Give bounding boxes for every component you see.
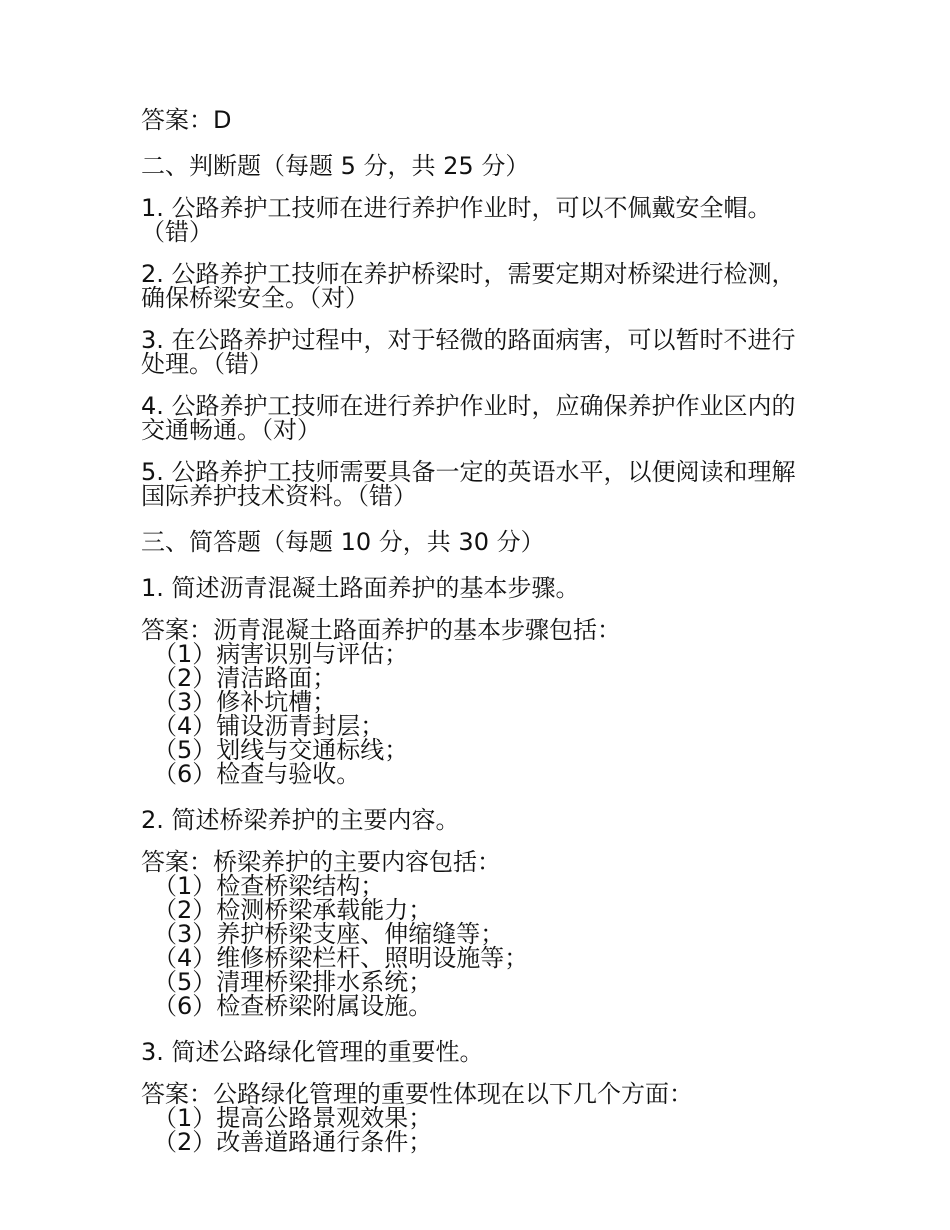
answer-point: （5）清理桥梁排水系统； — [153, 968, 433, 996]
answer-point: （2）清洁路面； — [153, 664, 337, 692]
answer-point: （1）提高公路景观效果； — [153, 1104, 433, 1132]
previous-answer: 答案：D — [141, 106, 232, 134]
answer-point: （5）划线与交通标线； — [153, 736, 409, 764]
answer-lead: 答案：公路绿化管理的重要性体现在以下几个方面： — [141, 1080, 693, 1108]
answer-point: （1）检查桥梁结构； — [153, 872, 385, 900]
answer-lead: 答案：桥梁养护的主要内容包括： — [141, 848, 501, 876]
answer-point: （3）修补坑槽； — [153, 688, 337, 716]
short-answer-answer — [141, 1082, 801, 1154]
short-answer-question: 2. 简述桥梁养护的主要内容。 — [141, 806, 460, 834]
true-false-item: 5. 公路养护工技师需要具备一定的英语水平，以便阅读和理解国际养护技术资料。（错） — [141, 458, 796, 510]
answer-point: （6）检查桥梁附属设施。 — [153, 992, 433, 1020]
answer-point: （4）铺设沥青封层； — [153, 712, 385, 740]
answer-point: （3）养护桥梁支座、伸缩缝等； — [153, 920, 505, 948]
answer-point: （6）检查与验收。 — [153, 760, 361, 788]
short-answer-answer — [141, 618, 801, 786]
true-false-item: 4. 公路养护工技师在进行养护作业时，应确保养护作业区内的交通畅通。（对） — [141, 392, 796, 444]
answer-lead: 答案：沥青混凝土路面养护的基本步骤包括： — [141, 616, 621, 644]
document-content — [141, 104, 801, 1172]
true-false-item: 2. 公路养护工技师在养护桥梁时，需要定期对桥梁进行检测，确保桥梁安全。（对） — [141, 260, 796, 312]
short-answer-question: 3. 简述公路绿化管理的重要性。 — [141, 1038, 484, 1066]
answer-point: （2）检测桥梁承载能力； — [153, 896, 433, 924]
section-heading-true-false: 二、判断题（每题 5 分，共 25 分） — [141, 152, 530, 180]
short-answer-question: 1. 简述沥青混凝土路面养护的基本步骤。 — [141, 574, 580, 602]
answer-point: （2）改善道路通行条件； — [153, 1128, 433, 1156]
section-heading-short-answer: 三、简答题（每题 10 分，共 30 分） — [141, 528, 545, 556]
true-false-item: 3. 在公路养护过程中，对于轻微的路面病害，可以暂时不进行处理。（错） — [141, 326, 796, 378]
answer-point: （4）维修桥梁栏杆、照明设施等； — [153, 944, 529, 972]
answer-point: （1）病害识别与评估； — [153, 640, 409, 668]
true-false-item: 1. 公路养护工技师在进行养护作业时，可以不佩戴安全帽。（错） — [141, 194, 772, 246]
short-answer-answer — [141, 850, 801, 1018]
